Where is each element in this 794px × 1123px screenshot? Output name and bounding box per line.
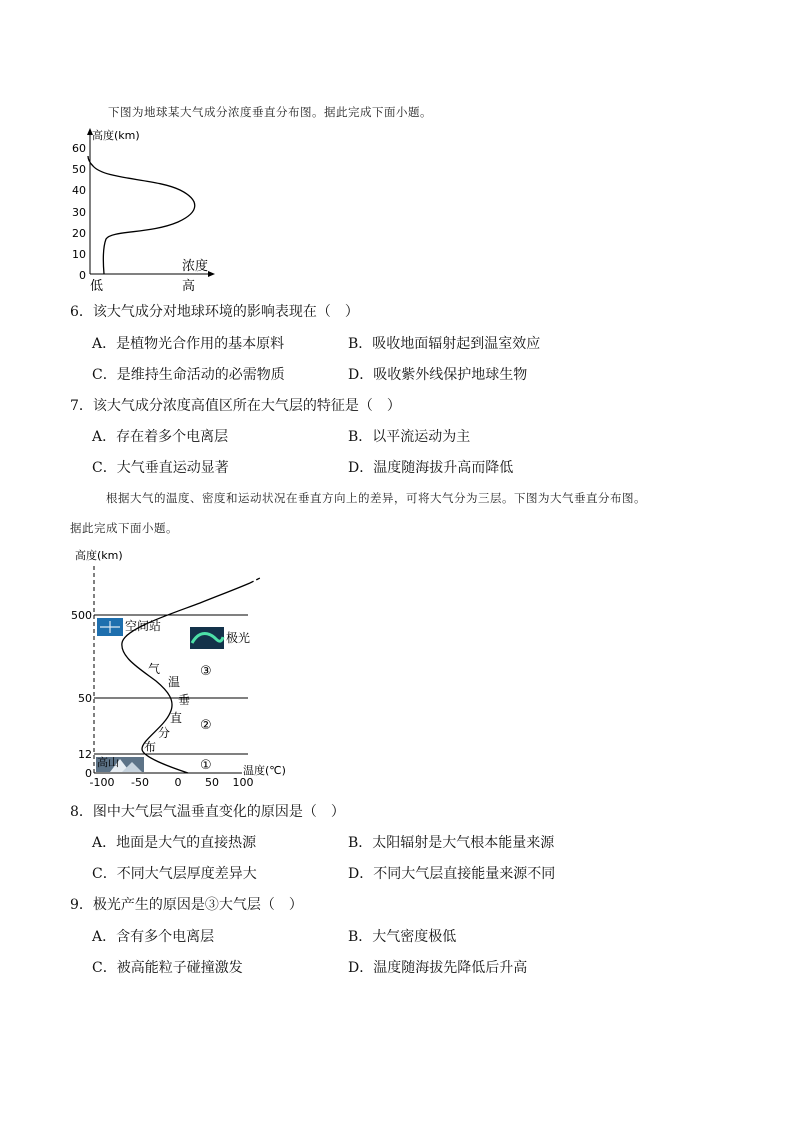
question-8-option-b: B．太阳辐射是大气根本能量来源 xyxy=(348,835,555,851)
chart2-curve-char: 直 xyxy=(170,711,183,725)
question-8-stem: 8．图中大气层气温垂直变化的原因是（ ） xyxy=(70,804,345,820)
chart2-xtick: -100 xyxy=(89,776,115,789)
question-6-stem: 6．该大气成分对地球环境的影响表现在（ ） xyxy=(70,304,359,320)
chart2-ylabel: 高度(km) xyxy=(75,549,123,562)
chart2-xtick: 0 xyxy=(174,776,182,789)
question-8-option-c: C．不同大气层厚度差异大 xyxy=(92,866,257,882)
question-6-option-b: B．吸收地面辐射起到温室效应 xyxy=(348,336,541,352)
chart2-curve-char: 垂 xyxy=(178,693,191,707)
chart2-station-label: 空间站 xyxy=(125,619,162,633)
intro-text-1: 下图为地球某大气成分浓度垂直分布图。据此完成下面小题。 xyxy=(108,105,432,119)
question-9-option-b: B．大气密度极低 xyxy=(348,929,457,945)
question-8-option-d: D．不同大气层直接能量来源不同 xyxy=(348,866,556,882)
chart2-ytick: 50 xyxy=(78,692,92,705)
question-9-stem: 9．极光产生的原因是③大气层（ ） xyxy=(70,897,303,913)
question-6-option-a: A．是植物光合作用的基本原料 xyxy=(92,336,285,352)
chart2-curve-char: 分 xyxy=(158,726,171,740)
chart1-ytick: 60 xyxy=(72,142,86,155)
chart1-ytick: 50 xyxy=(72,163,86,176)
chart1-concentration-curve xyxy=(88,156,195,274)
chart1-ytick: 30 xyxy=(72,206,86,219)
question-6-option-c: C．是维持生命活动的必需物质 xyxy=(92,367,285,383)
chart2-ytick: 500 xyxy=(71,609,92,622)
question-9-option-d: D．温度随海拔先降低后升高 xyxy=(348,960,528,976)
chart1-ytick: 10 xyxy=(72,248,86,261)
chart2-mountain-label: 高山 xyxy=(97,756,119,769)
chart2-curve-char: 温 xyxy=(168,675,181,689)
chart2-aurora-label: 极光 xyxy=(226,631,251,645)
question-9-option-a: A．含有多个电离层 xyxy=(92,929,215,945)
ozone-concentration-chart xyxy=(60,122,230,292)
question-7-stem: 7．该大气成分浓度高值区所在大气层的特征是（ ） xyxy=(70,398,401,414)
chart2-xtick: -50 xyxy=(131,776,149,789)
chart1-x-high: 高 xyxy=(182,279,196,292)
intro-text-2: 根据大气的温度、密度和运动状况在垂直方向上的差异，可将大气分为三层。下图为大气垂直分布图。 xyxy=(106,491,646,505)
chart2-xlabel: 温度(℃) xyxy=(243,764,286,777)
question-8-option-a: A．地面是大气的直接热源 xyxy=(92,835,257,851)
chart1-ytick: 20 xyxy=(72,227,86,240)
chart2-layer-2: ② xyxy=(200,718,212,733)
chart2-ytick: 12 xyxy=(78,748,92,761)
chart1-x-low: 低 xyxy=(90,279,104,292)
chart2-xtick: 50 xyxy=(205,776,219,789)
question-7-option-c: C．大气垂直运动显著 xyxy=(92,460,229,476)
atmosphere-vertical-chart xyxy=(60,545,300,790)
chart2-temperature-curve xyxy=(122,583,250,773)
question-7-option-a: A．存在着多个电离层 xyxy=(92,429,229,445)
question-7-option-d: D．温度随海拔升高而降低 xyxy=(348,460,514,476)
question-9-option-c: C．被高能粒子碰撞激发 xyxy=(92,960,243,976)
chart2-ytick: 0 xyxy=(85,767,92,780)
chart1-ytick: 0 xyxy=(79,269,86,282)
chart2-curve-dashed-end xyxy=(250,577,262,583)
question-7-option-b: B．以平流运动为主 xyxy=(348,429,471,445)
question-6-option-d: D．吸收紫外线保护地球生物 xyxy=(348,367,528,383)
chart2-layer-3: ③ xyxy=(200,664,212,679)
chart2-layer-1: ① xyxy=(200,758,212,773)
chart1-x-arrow xyxy=(208,271,215,277)
chart2-xtick: 100 xyxy=(232,776,254,789)
chart1-ytick: 40 xyxy=(72,184,86,197)
intro-text-2-continued: 据此完成下面小题。 xyxy=(70,521,178,535)
chart2-curve-char: 布 xyxy=(144,740,157,754)
chart2-curve-char: 气 xyxy=(148,662,161,676)
chart1-ylabel: 高度(km) xyxy=(92,129,140,142)
chart1-xlabel: 浓度 xyxy=(182,259,209,274)
